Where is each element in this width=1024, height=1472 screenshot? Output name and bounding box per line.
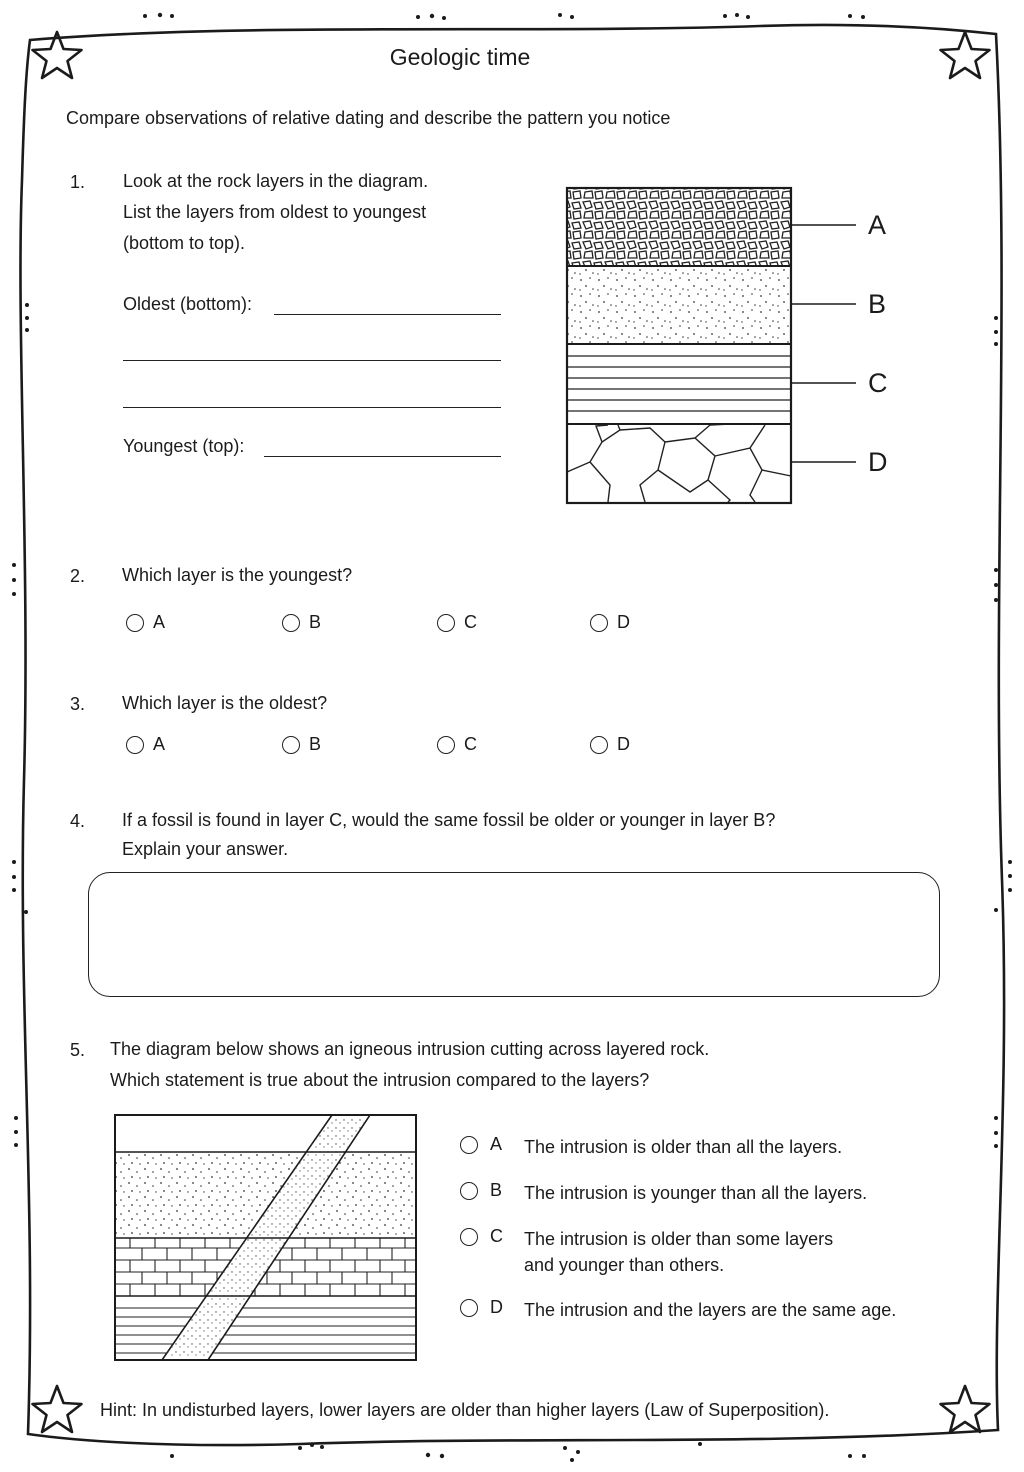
radio-circle-icon[interactable] (460, 1299, 478, 1317)
star-icon (941, 1386, 990, 1432)
question-1-text (123, 166, 428, 259)
q2-option-d[interactable]: D (590, 612, 630, 633)
youngest-answer-line[interactable] (264, 456, 501, 457)
question-2-text: Which layer is the youngest? (122, 565, 353, 585)
diagram-label-b: B (868, 289, 887, 319)
question-1-line: Look at the rock layers in the diagram. (123, 171, 429, 191)
youngest-label: Youngest (top): (123, 436, 245, 456)
star-icon (941, 32, 990, 78)
q3-option-d[interactable]: D (590, 734, 630, 755)
hint-text: Hint: In undisturbed layers, lower layers are older than higher layers (Law of Superposition). (100, 1400, 830, 1420)
intrusion-layer-shale (115, 1308, 416, 1353)
radio-circle-icon[interactable] (590, 614, 608, 632)
question-4-text (122, 806, 775, 864)
layer-c (567, 356, 791, 411)
layer-b (567, 266, 791, 344)
oldest-label: Oldest (bottom): (123, 294, 253, 314)
radio-circle-icon[interactable] (590, 736, 608, 754)
answer-box[interactable] (88, 872, 940, 997)
question-4-line: Explain your answer. (122, 839, 289, 859)
q2-option-b[interactable]: B (282, 612, 321, 633)
diagram-label-d: D (868, 447, 888, 477)
q2-option-c[interactable]: C (437, 612, 477, 633)
q3-option-c[interactable]: C (437, 734, 477, 755)
question-5-text (110, 1034, 709, 1096)
diagram-label-a: A (868, 210, 887, 240)
question-4-line: If a fossil is found in layer C, would the same fossil be older or younger in layer B? (122, 810, 776, 830)
page-title: Geologic time (389, 44, 531, 70)
question-5-line: The diagram below shows an igneous intrusion cutting across layered rock. (110, 1039, 710, 1059)
question-3-number: 3. (70, 694, 86, 714)
question-3-text: Which layer is the oldest? (122, 693, 328, 713)
radio-circle-icon[interactable] (437, 736, 455, 754)
radio-circle-icon[interactable] (126, 736, 144, 754)
q3-option-b[interactable]: B (282, 734, 321, 755)
rock-layers-diagram (560, 180, 900, 510)
question-1-line: (bottom to top). (123, 233, 246, 253)
radio-circle-icon[interactable] (437, 614, 455, 632)
radio-circle-icon[interactable] (282, 736, 300, 754)
q3-option-a[interactable]: A (126, 734, 165, 755)
question-1-number: 1. (70, 172, 86, 192)
intrusion-diagram (110, 1110, 422, 1366)
radio-circle-icon[interactable] (460, 1182, 478, 1200)
oldest-answer-line[interactable] (274, 314, 501, 315)
layer-a (567, 188, 791, 266)
diagram-label-c: C (868, 368, 888, 398)
radio-circle-icon[interactable] (282, 614, 300, 632)
radio-circle-icon[interactable] (460, 1136, 478, 1154)
radio-circle-icon[interactable] (126, 614, 144, 632)
answer-line-2[interactable] (123, 360, 501, 361)
question-2-number: 2. (70, 566, 86, 586)
q2-option-a[interactable]: A (126, 612, 165, 633)
question-5-line: Which statement is true about the intrusion compared to the layers? (110, 1070, 650, 1090)
radio-circle-icon[interactable] (460, 1228, 478, 1246)
instructions: Compare observations of relative dating and describe the pattern you notice (66, 108, 671, 128)
question-5-number: 5. (70, 1040, 86, 1060)
layer-d (567, 424, 791, 502)
question-4-number: 4. (70, 811, 86, 831)
question-1-line: List the layers from oldest to youngest (123, 202, 427, 222)
star-icon (33, 1386, 82, 1432)
answer-line-3[interactable] (123, 407, 501, 408)
